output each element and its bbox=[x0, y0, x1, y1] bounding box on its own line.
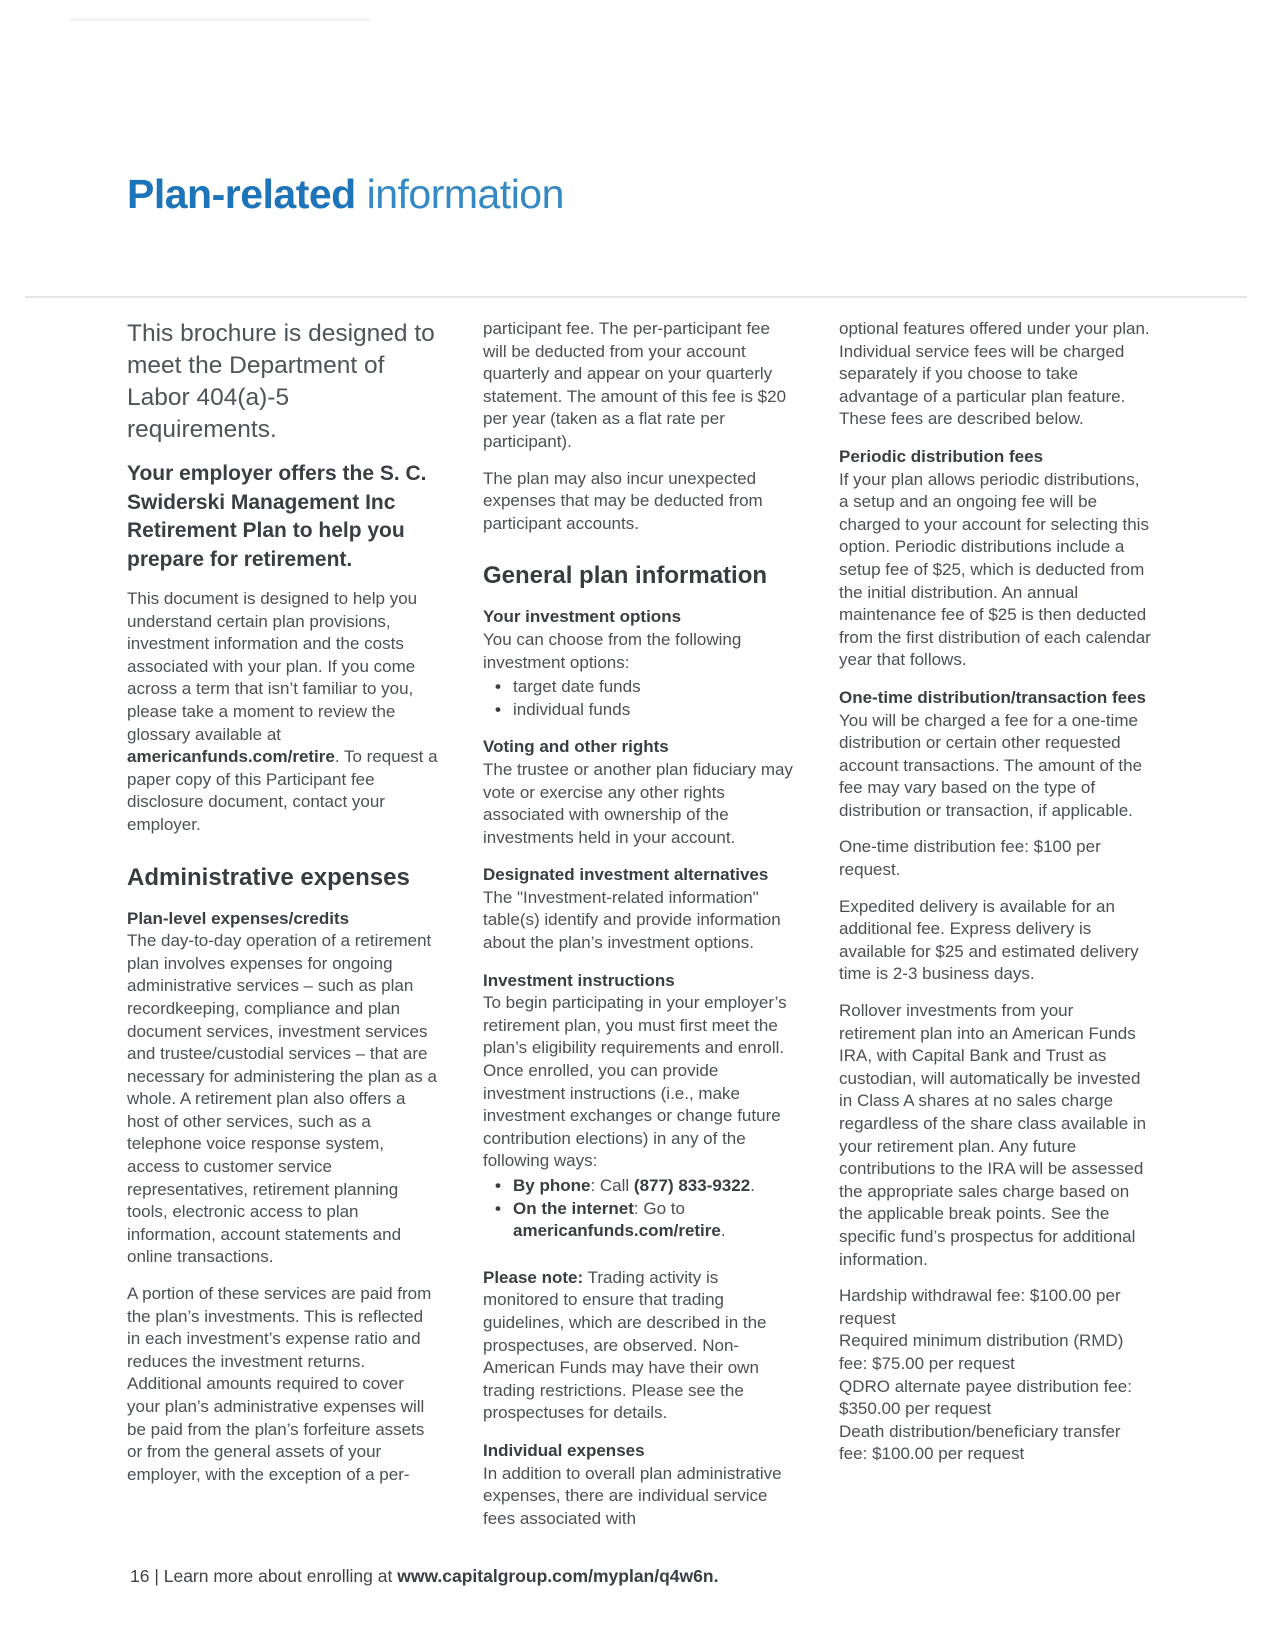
one-time-distribution-subhead: One-time distribution/transaction fees bbox=[839, 687, 1146, 707]
investment-options-subhead: Your investment options bbox=[483, 607, 682, 627]
voting-rights-paragraph: The trustee or another plan fiduciary may vote or exercise any other rights associated with ownership of the investments held in your account. bbox=[483, 759, 793, 847]
americanfunds-url: americanfunds.com/retire bbox=[127, 747, 335, 767]
internet-label: On the internet bbox=[513, 1198, 634, 1218]
fee-line-qdro: QDRO alternate payee distribution fee: $350.00 per request bbox=[839, 1376, 1132, 1419]
plan-level-expenses-paragraph: The day-to-day operation of a retirement plan involves expenses for ongoing administrative services – such as plan recordkeeping, compliance and plan document services, investment services and trustee/custodial services – that are necessary for administering the plan as a whole. A retirement plan also offers a host of other services, such as a telephone voice response system, access to customer service representatives, retirement planning tools, electronic access to plan information, account statements and online transactions. bbox=[127, 931, 437, 1267]
investment-instructions-paragraph: To begin participating in your employer’s retirement plan, you must first meet the plan’s eligibility requirements and enroll. Once enrolled, you can provide investment instructions (i.e., make investment exchanges or change future contribution elections) in any of the following ways: bbox=[483, 993, 787, 1171]
list-item-text: • target date funds bbox=[513, 677, 641, 697]
phone-end: . bbox=[750, 1176, 755, 1195]
list-item bbox=[483, 676, 797, 699]
fee-line-death: Death distribution/beneficiary transfer fee: $100.00 per request bbox=[839, 1421, 1121, 1464]
page-title-strong: Plan-related bbox=[127, 171, 356, 218]
please-note-label: Please note: bbox=[483, 1267, 584, 1287]
designated-alternatives-subhead: Designated investment alternatives bbox=[483, 865, 769, 885]
fee-line-rmd: Required minimum distribution (RMD) fee: $75.00 per request bbox=[839, 1331, 1124, 1373]
list-item bbox=[483, 699, 797, 722]
internet-item bbox=[513, 1198, 797, 1243]
individual-expenses-paragraph: In addition to overall plan administrative expenses, there are individual service fees associated with bbox=[483, 1463, 782, 1528]
phone-item bbox=[513, 1175, 797, 1198]
designated-alternatives-paragraph: The "Investment-related information" table(s) identify and provide information about the plan’s investment options. bbox=[483, 887, 781, 953]
list-item bbox=[483, 1198, 797, 1243]
internet-end: . bbox=[720, 1221, 726, 1241]
list-item bbox=[483, 1175, 797, 1198]
one-time-fee-line: One-time distribution fee: $100 per request. bbox=[839, 837, 1101, 880]
please-note-text: Trading activity is monitored to ensure that trading guidelines, which are described in the prospectuses, are observed. Non-American Funds may have their own trading restrictions. Please see the prospectuses for details. bbox=[483, 1267, 767, 1423]
page-title-regular: information bbox=[355, 171, 564, 218]
internet-mid: : Go to bbox=[633, 1198, 685, 1218]
title-divider bbox=[25, 296, 1247, 298]
expedited-delivery-paragraph: Expedited delivery is available for an additional fee. Express delivery is available for $25 and estimated delivery time is 2-3 business days. bbox=[839, 896, 1139, 984]
general-plan-information-heading: General plan information bbox=[483, 562, 768, 590]
services-paid-paragraph: A portion of these services are paid from the plan’s investments. This is reflected in each investment’s expense ratio and reduces the investment returns. Additional amounts required to cover your plan’s administrative expenses will be paid from the plan’s forfeiture assets or from the general assets of your employer, with the exception of a per- bbox=[127, 1284, 432, 1484]
fee-schedule bbox=[839, 1285, 1153, 1466]
phone-number: (877) 833-9322 bbox=[633, 1176, 751, 1195]
voting-rights-subhead: Voting and other rights bbox=[483, 737, 669, 757]
glossary-text-2: . To request a paper copy of this Participant fee disclosure document, contact your employer. bbox=[127, 747, 438, 834]
optional-features-paragraph: optional features offered under your plan. Individual service fees will be charged separately if you choose to take advantage of a particular plan feature. These fees are described below. bbox=[839, 319, 1150, 429]
investment-options-list bbox=[483, 676, 797, 721]
column-2 bbox=[483, 318, 797, 1544]
investment-instructions-subhead: Investment instructions bbox=[483, 970, 675, 990]
individual-expenses-subhead: Individual expenses bbox=[483, 1440, 645, 1460]
phone-mid: : Call bbox=[590, 1176, 634, 1195]
plan-level-expenses-subhead: Plan-level expenses/credits bbox=[127, 908, 350, 928]
employer-heading: Your employer offers the S. C. Swiderski Management Inc Retirement Plan to help you prepare for retirement. bbox=[127, 462, 427, 571]
phone-label: By phone bbox=[513, 1176, 591, 1195]
one-time-distribution-paragraph: You will be charged a fee for a one-time distribution or certain other requested account transactions. The amount of the fee may vary based on the type of distribution or transaction, if applicable. bbox=[839, 710, 1143, 820]
participant-fee-paragraph: participant fee. The per-participant fee will be deducted from your account quarterly and appear on your quarterly statement. The amount of this fee is $20 per year (taken as a flat rate per participant). bbox=[483, 319, 787, 451]
rollover-paragraph: Rollover investments from your retirement plan into an American Funds IRA, with Capital Bank and Trust as custodian, will automatically be invested in Class A shares at no sales charge regardless of the share class available in your retirement plan. Any future contributions to the IRA will be assessed the appropriate sales charge based on the applicable break points. See the specific fund’s prospectus for additional information. bbox=[839, 1001, 1147, 1269]
periodic-distribution-subhead: Periodic distribution fees bbox=[839, 446, 1044, 466]
investment-options-paragraph: You can choose from the following investment options: bbox=[483, 629, 742, 672]
page-footer bbox=[130, 1566, 718, 1587]
contact-methods-list bbox=[483, 1175, 797, 1243]
footer-text: 16 | Learn more about enrolling at bbox=[130, 1566, 398, 1586]
glossary-paragraph bbox=[127, 588, 441, 837]
scan-artifact bbox=[70, 18, 370, 21]
periodic-distribution-paragraph: If your plan allows periodic distributions, a setup and an ongoing fee will be charged to your account for selecting this option. Periodic distributions include a setup fee of $25, which is deducted from the initial distribution. An annual maintenance fee of $25 is then deducted from the first distribution of each calendar year that follows. bbox=[839, 469, 1151, 670]
footer-url: www.capitalgroup.com/myplan/q4w6n. bbox=[397, 1566, 719, 1586]
unexpected-expenses-paragraph: The plan may also incur unexpected expenses that may be deducted from participant accounts. bbox=[483, 468, 763, 533]
list-item-text: • individual funds bbox=[513, 699, 631, 719]
column-3 bbox=[839, 318, 1153, 1544]
column-1 bbox=[127, 318, 441, 1544]
please-note-paragraph bbox=[483, 1267, 797, 1425]
glossary-text-1: This document is designed to help you understand certain plan provisions, investment information and the costs associated with your plan. If you come across a term that isn’t familiar to you, please take a moment to review the glossary available at bbox=[127, 589, 418, 744]
internet-url: americanfunds.com/retire bbox=[513, 1221, 721, 1241]
page-title bbox=[127, 171, 564, 218]
brochure-intro: This brochure is designed to meet the Department of Labor 404(a)-5 requirements. bbox=[127, 320, 435, 443]
fee-line-hardship: Hardship withdrawal fee: $100.00 per request bbox=[839, 1286, 1121, 1328]
content-columns bbox=[127, 318, 1153, 1544]
administrative-expenses-heading: Administrative expenses bbox=[127, 863, 410, 891]
